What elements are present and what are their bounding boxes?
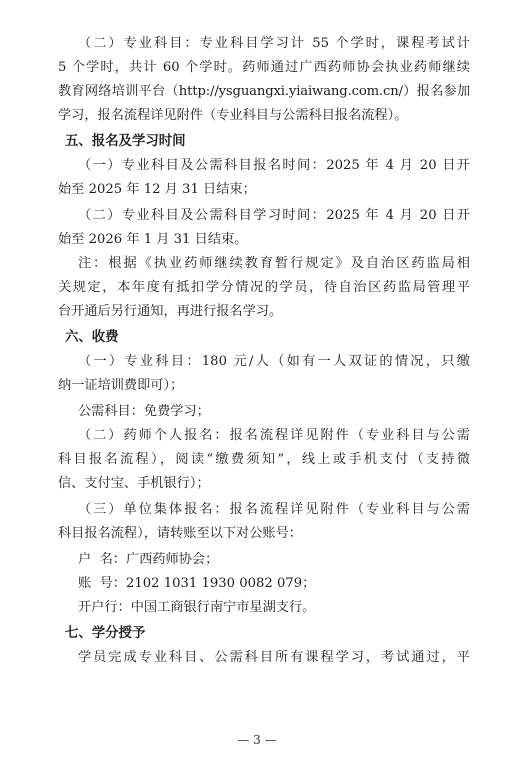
- section-heading-6: 六、收费: [65, 330, 119, 345]
- paragraph-line: 科目报名流程），请转账至以下对公账号：: [58, 526, 302, 541]
- note-line: 台开通后另行通知，再进行报名学习。: [58, 304, 283, 319]
- paragraph-line: 始至 2025 年 12 月 31 日结束；: [58, 182, 256, 197]
- note-line: 注：根据《执业药师继续教育暂行规定》及自治区药监局相: [78, 256, 470, 271]
- paragraph-line: 教育网络培训平台（http://ysguangxi.yiaiwang.com.cn/）报名参加: [58, 84, 470, 99]
- paragraph-line: （二）专业科目及公需科目学习时间：2025 年 4 月 20 日开: [78, 208, 470, 223]
- paragraph-line: （三）单位集体报名：报名流程详见附件（专业科目与公需: [78, 502, 470, 517]
- paragraph-line: 学习，报名流程详见附件（专业科目与公需科目报名流程）。: [58, 108, 408, 123]
- paragraph-line: 科目报名流程），阅读“缴费须知”，线上或手机支付（支持微: [58, 452, 470, 467]
- paragraph-line: （一）专业科目：180 元/人（如有一人双证的情况，只缴: [78, 354, 470, 369]
- paragraph-line: 公需科目：免费学习；: [78, 404, 210, 419]
- paragraph-line: 学员完成专业科目、公需科目所有课程学习，考试通过，平: [78, 650, 470, 665]
- paragraph-line: （二）专业科目：专业科目学习计 55 个学时，课程考试计: [78, 36, 470, 51]
- paragraph-line: 始至 2026 年 1 月 31 日结束。: [58, 232, 248, 247]
- section-heading-5: 五、报名及学习时间: [65, 134, 186, 149]
- note-line: 关规定，本年度有抵扣学分情况的学员，待自治区药监局管理平: [58, 280, 470, 295]
- section-heading-7: 七、学分授予: [65, 626, 146, 641]
- account-number-line: 账 号：2102 1031 1930 0082 079；: [78, 576, 316, 591]
- paragraph-line: （一）专业科目及公需科目报名时间：2025 年 4 月 20 日开: [78, 158, 470, 173]
- account-bank-line: 开户行：中国工商银行南宁市星湖支行。: [78, 600, 316, 615]
- paragraph-line: 纳一证培训费即可）；: [58, 378, 184, 393]
- paragraph-line: 信、支付宝、手机银行）；: [58, 476, 210, 491]
- paragraph-line: （二）药师个人报名：报名流程详见附件（专业科目与公需: [78, 428, 470, 443]
- account-name-line: 户 名：广西药师协会；: [78, 552, 219, 567]
- page-number: — 3 —: [237, 733, 277, 747]
- paragraph-line: 5 个学时，共计 60 个学时。药师通过广西药师协会执业药师继续: [58, 60, 470, 75]
